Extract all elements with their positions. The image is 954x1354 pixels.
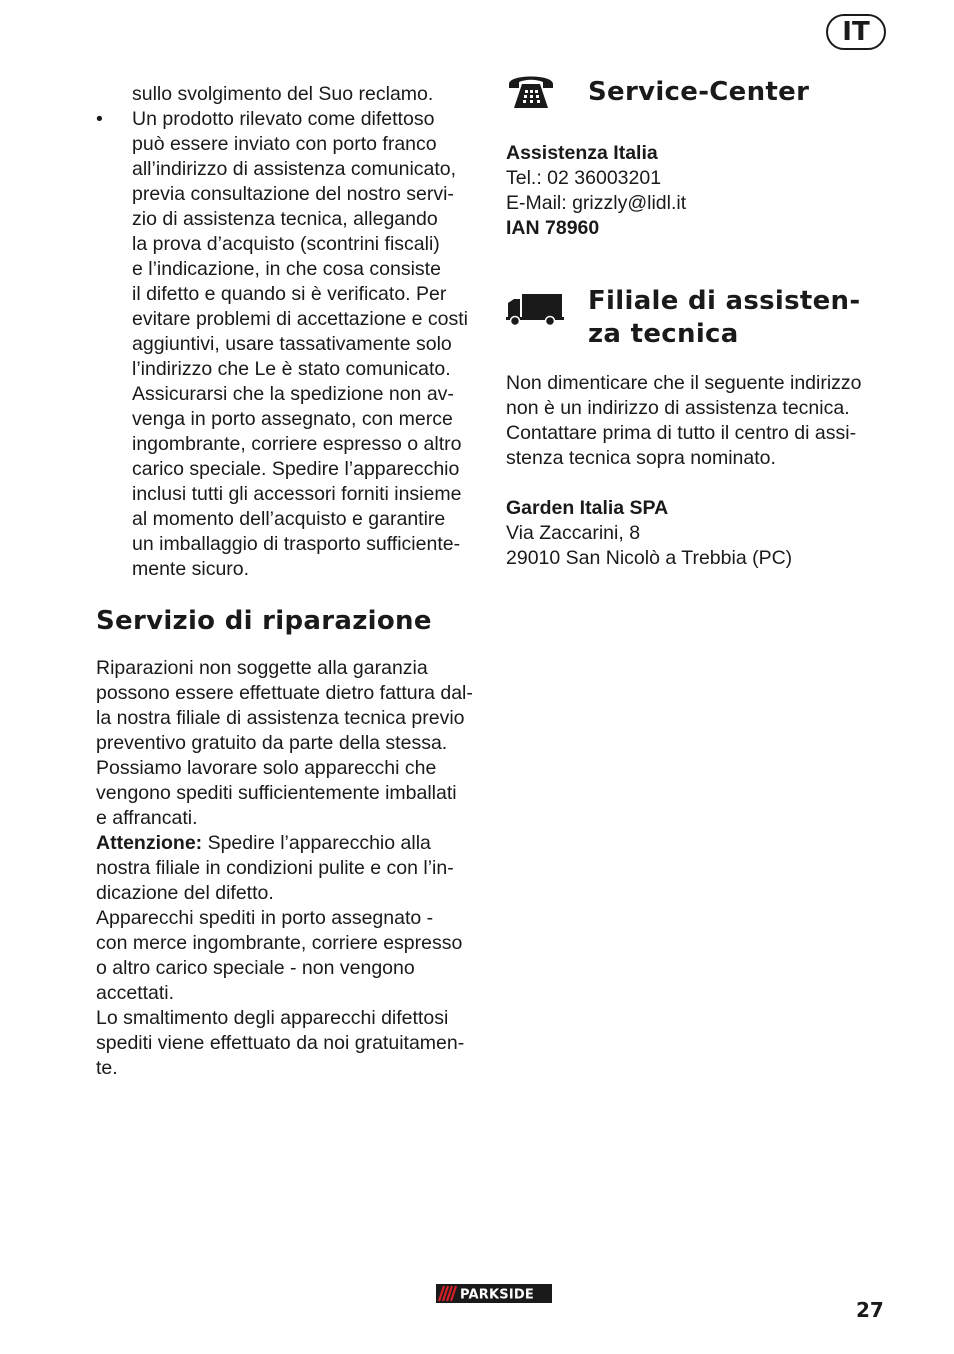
bullet-text-line: inclusi tutti gli accessori forniti insieme bbox=[132, 483, 462, 505]
repair-text-line: Riparazioni non soggette alla garanzia bbox=[96, 657, 428, 679]
bullet-text-line: aggiuntivi, usare tassativamente solo bbox=[132, 333, 452, 355]
repair-text-line: e affrancati. bbox=[96, 807, 198, 829]
bullet-text-line: carico speciale. Spedire l’apparecchio bbox=[132, 458, 460, 480]
repair-text-line: nostra filiale in condizioni pulite e con l’in- bbox=[96, 857, 454, 879]
repair-text-line: Possiamo lavorare solo apparecchi che bbox=[96, 757, 437, 779]
bullet-text-line: mente sicuro. bbox=[132, 558, 250, 580]
address-city: 29010 San Nicolò a Trebbia (PC) bbox=[506, 547, 793, 569]
repair-paragraph bbox=[96, 656, 486, 831]
branch-text-line: Non dimenticare che il seguente indirizzo bbox=[506, 372, 862, 394]
bullet-text bbox=[132, 107, 486, 582]
email-address: E-Mail: grizzly@lidl.it bbox=[506, 192, 687, 214]
truck-icon bbox=[506, 293, 566, 332]
service-name: Assistenza Italia bbox=[506, 142, 658, 164]
bullet-text-line: la prova d’acquisto (scontrini fiscali) bbox=[132, 233, 440, 255]
branch-text-line: Contattare prima di tutto il centro di assi- bbox=[506, 422, 857, 444]
repair-service-text bbox=[96, 656, 486, 1081]
repair-text-line: la nostra filiale di assistenza tecnica previo bbox=[96, 707, 465, 729]
bullet-text-line: il difetto e quando si è verificato. Per bbox=[132, 283, 447, 305]
branch-text-line: stenza tecnica sopra nominato. bbox=[506, 447, 776, 469]
bullet-text-line: previa consultazione del nostro servi- bbox=[132, 183, 454, 205]
bullet-text-line: Un prodotto rilevato come difettoso bbox=[132, 108, 435, 130]
repair-service-heading: Servizio di riparazione bbox=[96, 606, 432, 636]
repair-text-line: spediti viene effettuato da noi gratuitamen- bbox=[96, 1032, 465, 1054]
repair-text-line: te. bbox=[96, 1057, 118, 1079]
repair-text-line: vengono spediti sufficientemente imballati bbox=[96, 782, 457, 804]
address-street: Via Zaccarini, 8 bbox=[506, 522, 641, 544]
telephone-icon bbox=[506, 70, 566, 117]
branch-header bbox=[506, 285, 896, 351]
branch-notice-text bbox=[506, 371, 896, 471]
attention-line bbox=[96, 831, 486, 856]
parkside-logo bbox=[436, 1284, 552, 1303]
attention-text: Spedire l’apparecchio alla bbox=[202, 832, 431, 854]
ian-number: IAN 78960 bbox=[506, 217, 600, 239]
language-badge: IT bbox=[826, 14, 886, 50]
repair-text-line: Lo smaltimento degli apparecchi difettosi bbox=[96, 1007, 449, 1029]
bullet-text-line: e l’indicazione, in che cosa consiste bbox=[132, 258, 441, 280]
telephone-number: Tel.: 02 36003201 bbox=[506, 167, 662, 189]
bullet-text-line: un imballaggio di trasporto sufficiente- bbox=[132, 533, 461, 555]
service-center-heading: Service-Center bbox=[588, 77, 810, 107]
branch-heading-line: za tecnica bbox=[588, 319, 739, 349]
service-center-contact bbox=[506, 141, 896, 241]
repair-text-line: o altro carico speciale - non vengono bbox=[96, 957, 415, 979]
branch-text-line: non è un indirizzo di assistenza tecnica. bbox=[506, 397, 850, 419]
bullet-text-line: all’indirizzo di assistenza comunicato, bbox=[132, 158, 457, 180]
right-column bbox=[506, 70, 896, 571]
bullet-text-line: evitare problemi di accettazione e costi bbox=[132, 308, 469, 330]
company-name: Garden Italia SPA bbox=[506, 497, 669, 519]
bullet-text-line: al momento dell’acquisto e garantire bbox=[132, 508, 446, 530]
bullet-text-line: Assicurarsi che la spedizione non av- bbox=[132, 383, 454, 405]
repair-text-line: accettati. bbox=[96, 982, 175, 1004]
left-column bbox=[96, 82, 486, 1081]
parkside-logo-text: PARKSIDE bbox=[460, 1287, 534, 1303]
branch-address bbox=[506, 496, 896, 571]
branch-heading-line: Filiale di assisten- bbox=[588, 286, 861, 316]
page-number: 27 bbox=[856, 1298, 884, 1322]
bullet-symbol: • bbox=[96, 108, 103, 130]
warranty-continuation bbox=[96, 82, 486, 582]
repair-text-line: dicazione del difetto. bbox=[96, 882, 274, 904]
bullet-text-line: zio di assistenza tecnica, allegando bbox=[132, 208, 438, 230]
bullet-item bbox=[96, 107, 486, 582]
repair-paragraph-continued bbox=[96, 856, 486, 1081]
bullet-text-line: l’indirizzo che Le è stato comunicato. bbox=[132, 358, 451, 380]
bullet-text-line: può essere inviato con porto franco bbox=[132, 133, 437, 155]
repair-text-line: Apparecchi spediti in porto assegnato - bbox=[96, 907, 434, 929]
repair-text-line: preventivo gratuito da parte della stessa. bbox=[96, 732, 448, 754]
service-center-header bbox=[506, 70, 896, 117]
repair-text-line: con merce ingombrante, corriere espresso bbox=[96, 932, 463, 954]
branch-notice bbox=[506, 371, 896, 471]
bullet-text-line: ingombrante, corriere espresso o altro bbox=[132, 433, 462, 455]
bullet-text-line: venga in porto assegnato, con merce bbox=[132, 408, 453, 430]
continued-line: sullo svolgimento del Suo reclamo. bbox=[132, 83, 434, 105]
attention-label: Attenzione: bbox=[96, 832, 203, 854]
repair-text-line: possono essere effettuate dietro fattura dal- bbox=[96, 682, 473, 704]
branch-heading bbox=[588, 285, 860, 351]
